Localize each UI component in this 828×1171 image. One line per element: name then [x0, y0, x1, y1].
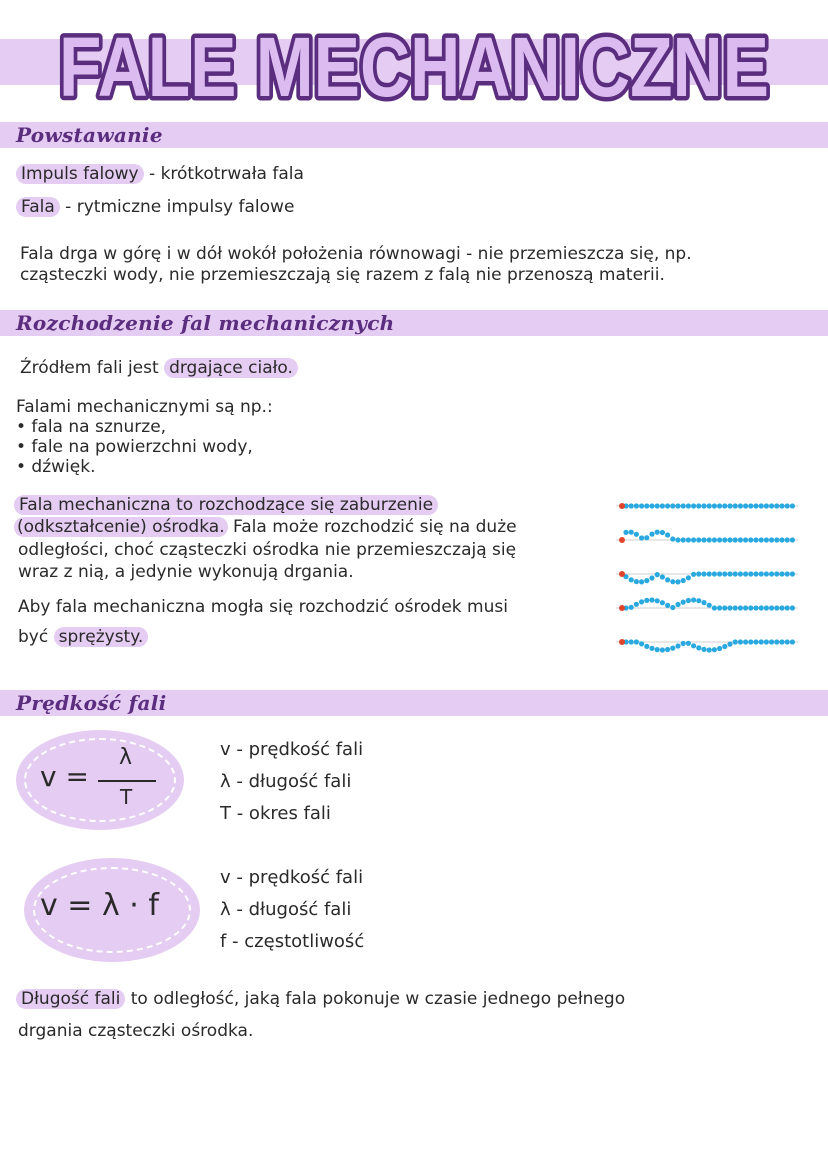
wave-particle: [644, 598, 649, 603]
section-header-rozchodzenie: [0, 310, 828, 336]
wave-particle: [701, 537, 706, 542]
source-particle: [619, 537, 625, 543]
wave-particle: [790, 503, 795, 508]
definition-line: [14, 516, 517, 538]
wave-particle: [670, 646, 675, 651]
wave-particle: [639, 503, 644, 508]
wave-particle: [644, 578, 649, 583]
wave-particle: [696, 645, 701, 650]
wave-particle: [634, 579, 639, 584]
wave-particle: [779, 639, 784, 644]
wave-particle: [759, 503, 764, 508]
wave-particle: [623, 530, 628, 535]
legend-item: v - prędkość fali: [220, 867, 364, 888]
final-definition-line: [16, 988, 625, 1010]
wave-particle: [779, 537, 784, 542]
wave-particle: [649, 597, 654, 602]
wave-particle: [707, 647, 712, 652]
wave-particle: [670, 503, 675, 508]
wave-particle: [774, 571, 779, 576]
wave-particle: [629, 605, 634, 610]
source-particle: [619, 639, 625, 645]
wave-particle: [655, 572, 660, 577]
paragraph-line: Fala drga w górę i w dół wokół położenia równowagi - nie przemieszcza się, np.: [20, 244, 692, 264]
wave-particle: [629, 639, 634, 644]
wave-particle: [691, 537, 696, 542]
wave-particle: [675, 503, 680, 508]
wave-particle: [733, 571, 738, 576]
definition-text: - rytmiczne impulsy falowe: [59, 197, 295, 217]
impuls-line: [16, 163, 304, 185]
source-line: [20, 357, 298, 379]
section-heading: Prędkość fali: [16, 691, 167, 715]
wave-particle: [753, 639, 758, 644]
wave-particle: [701, 600, 706, 605]
wave-particle: [660, 647, 665, 652]
wave-particle: [675, 579, 680, 584]
legend-item: f - częstotliwość: [220, 931, 365, 952]
wave-particle: [717, 537, 722, 542]
wave-particle: [764, 605, 769, 610]
wave-particle: [743, 639, 748, 644]
wave-particle: [727, 605, 732, 610]
wave-particle: [696, 598, 701, 603]
wave-particle: [722, 503, 727, 508]
wave-particle: [790, 537, 795, 542]
wave-particle: [686, 537, 691, 542]
definition-line: wraz z nią, a jedynie wykonują drgania.: [18, 562, 354, 582]
wave-particle: [634, 639, 639, 644]
wave-particle: [634, 503, 639, 508]
wave-particle: [681, 503, 686, 508]
wave-particle: [691, 643, 696, 648]
final-definition-line: drgania cząsteczki ośrodka.: [18, 1021, 254, 1041]
definition-text: Fala może rozchodzić się na duże: [227, 517, 517, 537]
wave-particle: [738, 537, 743, 542]
wave-particle: [727, 571, 732, 576]
wave-particle: [753, 605, 758, 610]
wave-particle: [655, 503, 660, 508]
wave-particle: [764, 639, 769, 644]
wave-particle: [634, 602, 639, 607]
wave-particle: [748, 605, 753, 610]
wave-particle: [649, 646, 654, 651]
wave-particle: [753, 537, 758, 542]
wave-particle: [644, 644, 649, 649]
legend-item: λ - długość fali: [220, 771, 352, 792]
wave-particle: [769, 537, 774, 542]
source-particle: [619, 571, 625, 577]
wave-particle: [733, 503, 738, 508]
wave-particle: [738, 503, 743, 508]
legend-item: v - prędkość fali: [220, 739, 364, 760]
highlight-term: sprężysty.: [54, 627, 149, 647]
wave-particle: [655, 598, 660, 603]
example-item: • fala na sznurze,: [16, 417, 167, 437]
definition-line: odległości, choć cząsteczki ośrodka nie przemieszczają się: [18, 540, 517, 560]
highlight-term: Długość fali: [16, 989, 125, 1009]
formula-denominator: T: [120, 785, 133, 809]
section-header-predkosc: [0, 690, 828, 716]
wave-particle: [707, 571, 712, 576]
fraction-bar: [98, 780, 156, 782]
wave-particle: [722, 537, 727, 542]
wave-particle: [629, 503, 634, 508]
wave-particle: [748, 503, 753, 508]
legend-item: T - okres fali: [220, 803, 331, 824]
formula-numerator: λ: [119, 745, 133, 770]
wave-particle: [634, 532, 639, 537]
section-header-powstawanie: [0, 122, 828, 148]
wave-particle: [649, 575, 654, 580]
example-item: • dźwięk.: [16, 457, 96, 477]
wave-particle: [733, 605, 738, 610]
wave-particle: [660, 600, 665, 605]
wave-particle: [733, 537, 738, 542]
fala-line: [16, 196, 294, 218]
wave-particle: [670, 605, 675, 610]
wave-particle: [686, 641, 691, 646]
wave-particle: [743, 537, 748, 542]
source-particle: [619, 503, 625, 509]
examples-intro: Falami mechanicznymi są np.:: [16, 397, 273, 417]
wave-particle: [769, 503, 774, 508]
wave-particle: [738, 605, 743, 610]
wave-particle: [769, 639, 774, 644]
wave-particle: [681, 537, 686, 542]
source-particle: [619, 605, 625, 611]
source-prefix: Źródłem fali jest: [20, 358, 165, 378]
wave-particle: [759, 537, 764, 542]
wave-particle: [738, 639, 743, 644]
wave-particle: [701, 503, 706, 508]
example-item: • fale na powierzchni wody,: [16, 437, 253, 457]
wave-particle: [686, 503, 691, 508]
wave-particle: [712, 537, 717, 542]
highlight-term: Fala mechaniczna to rozchodzące się zaburzenie: [14, 495, 438, 515]
highlight-term: (odkształcenie) ośrodka.: [14, 517, 228, 537]
elastic-prefix: być: [18, 627, 54, 647]
wave-particle: [686, 598, 691, 603]
wave-particle: [707, 503, 712, 508]
wave-particle: [707, 537, 712, 542]
wave-particle: [701, 571, 706, 576]
wave-particle: [748, 571, 753, 576]
wave-particle: [660, 503, 665, 508]
wave-particle: [681, 600, 686, 605]
wave-particle: [686, 575, 691, 580]
wave-particle: [665, 503, 670, 508]
wave-particle: [779, 503, 784, 508]
page-title: FALE MECHANICZNE: [59, 20, 769, 114]
wave-particle: [785, 571, 790, 576]
wave-particle: [660, 530, 665, 535]
wave-particle: [785, 537, 790, 542]
wave-particle: [722, 571, 727, 576]
wave-particle: [717, 646, 722, 651]
wave-particle: [722, 605, 727, 610]
wave-particle: [779, 605, 784, 610]
wave-particle: [743, 605, 748, 610]
wave-particle: [727, 642, 732, 647]
wave-particle: [727, 537, 732, 542]
wave-particle: [774, 639, 779, 644]
wave-particle: [727, 503, 732, 508]
formula-left: v =: [40, 760, 89, 793]
wave-particle: [779, 571, 784, 576]
wave-particle: [665, 647, 670, 652]
wave-particle: [785, 639, 790, 644]
wave-particle: [691, 597, 696, 602]
wave-particle: [785, 503, 790, 508]
wave-particle: [712, 571, 717, 576]
elastic-line: Aby fala mechaniczna mogła się rozchodzić ośrodek musi: [18, 597, 508, 617]
wave-particle: [764, 571, 769, 576]
wave-particle: [717, 605, 722, 610]
wave-particle: [655, 647, 660, 652]
wave-particle: [644, 503, 649, 508]
wave-particle: [691, 503, 696, 508]
wave-particle: [743, 503, 748, 508]
wave-particle: [660, 574, 665, 579]
wave-particle: [785, 605, 790, 610]
wave-particle: [712, 647, 717, 652]
wave-particle: [649, 503, 654, 508]
wave-particle: [717, 571, 722, 576]
wave-particle: [774, 503, 779, 508]
wave-particle: [753, 503, 758, 508]
title-banner: [0, 0, 828, 115]
paragraph-line: cząsteczki wody, nie przemieszczają się razem z falą nie przenoszą materii.: [20, 265, 665, 285]
wave-particle: [790, 639, 795, 644]
wave-particle: [665, 603, 670, 608]
wave-propagation-diagram: [612, 494, 802, 664]
wave-particle: [753, 571, 758, 576]
wave-particle: [639, 599, 644, 604]
wave-particle: [717, 503, 722, 508]
wave-particle: [649, 532, 654, 537]
definition-text: - krótkotrwała fala: [143, 164, 304, 184]
wave-particle: [748, 639, 753, 644]
section-heading: Powstawanie: [16, 123, 163, 147]
wave-particle: [670, 579, 675, 584]
wave-particle: [675, 643, 680, 648]
legend-item: λ - długość fali: [220, 899, 352, 920]
wave-particle: [681, 578, 686, 583]
wave-particle: [738, 571, 743, 576]
wave-particle: [712, 503, 717, 508]
elastic-line: [18, 626, 148, 648]
wave-particle: [639, 579, 644, 584]
wave-particle: [701, 647, 706, 652]
wave-particle: [712, 605, 717, 610]
formula-blob: [24, 858, 200, 962]
wave-particle: [790, 571, 795, 576]
definition-text: to odległość, jaką fala pokonuje w czasie jednego pełnego: [125, 989, 626, 1009]
wave-particle: [696, 571, 701, 576]
formula-velocity: v = λ · f: [40, 888, 159, 923]
wave-particle: [790, 605, 795, 610]
wave-particle: [639, 641, 644, 646]
wave-particle: [665, 577, 670, 582]
wave-particle: [743, 571, 748, 576]
wave-particle: [675, 602, 680, 607]
highlight-term: Fala: [16, 197, 60, 217]
wave-particle: [691, 572, 696, 577]
wave-particle: [665, 532, 670, 537]
highlight-term: drgające ciało.: [164, 358, 298, 378]
wave-particle: [774, 537, 779, 542]
wave-particle: [748, 537, 753, 542]
wave-particle: [769, 605, 774, 610]
formula-blob: [16, 730, 184, 830]
definition-line: [14, 494, 438, 516]
wave-particle: [675, 537, 680, 542]
wave-particle: [764, 537, 769, 542]
wave-particle: [639, 535, 644, 540]
wave-particle: [722, 644, 727, 649]
section-heading: Rozchodzenie fal mechanicznych: [16, 311, 395, 335]
wave-particle: [629, 530, 634, 535]
wave-particle: [644, 535, 649, 540]
highlight-term: Impuls falowy: [16, 164, 144, 184]
wave-particle: [681, 641, 686, 646]
wave-particle: [696, 537, 701, 542]
wave-particle: [759, 605, 764, 610]
wave-particle: [655, 530, 660, 535]
wave-particle: [670, 536, 675, 541]
wave-particle: [774, 605, 779, 610]
wave-particle: [769, 571, 774, 576]
wave-particle: [764, 503, 769, 508]
wave-particle: [759, 639, 764, 644]
wave-particle: [629, 577, 634, 582]
wave-particle: [759, 571, 764, 576]
wave-particle: [696, 503, 701, 508]
wave-particle: [733, 639, 738, 644]
wave-particle: [707, 603, 712, 608]
